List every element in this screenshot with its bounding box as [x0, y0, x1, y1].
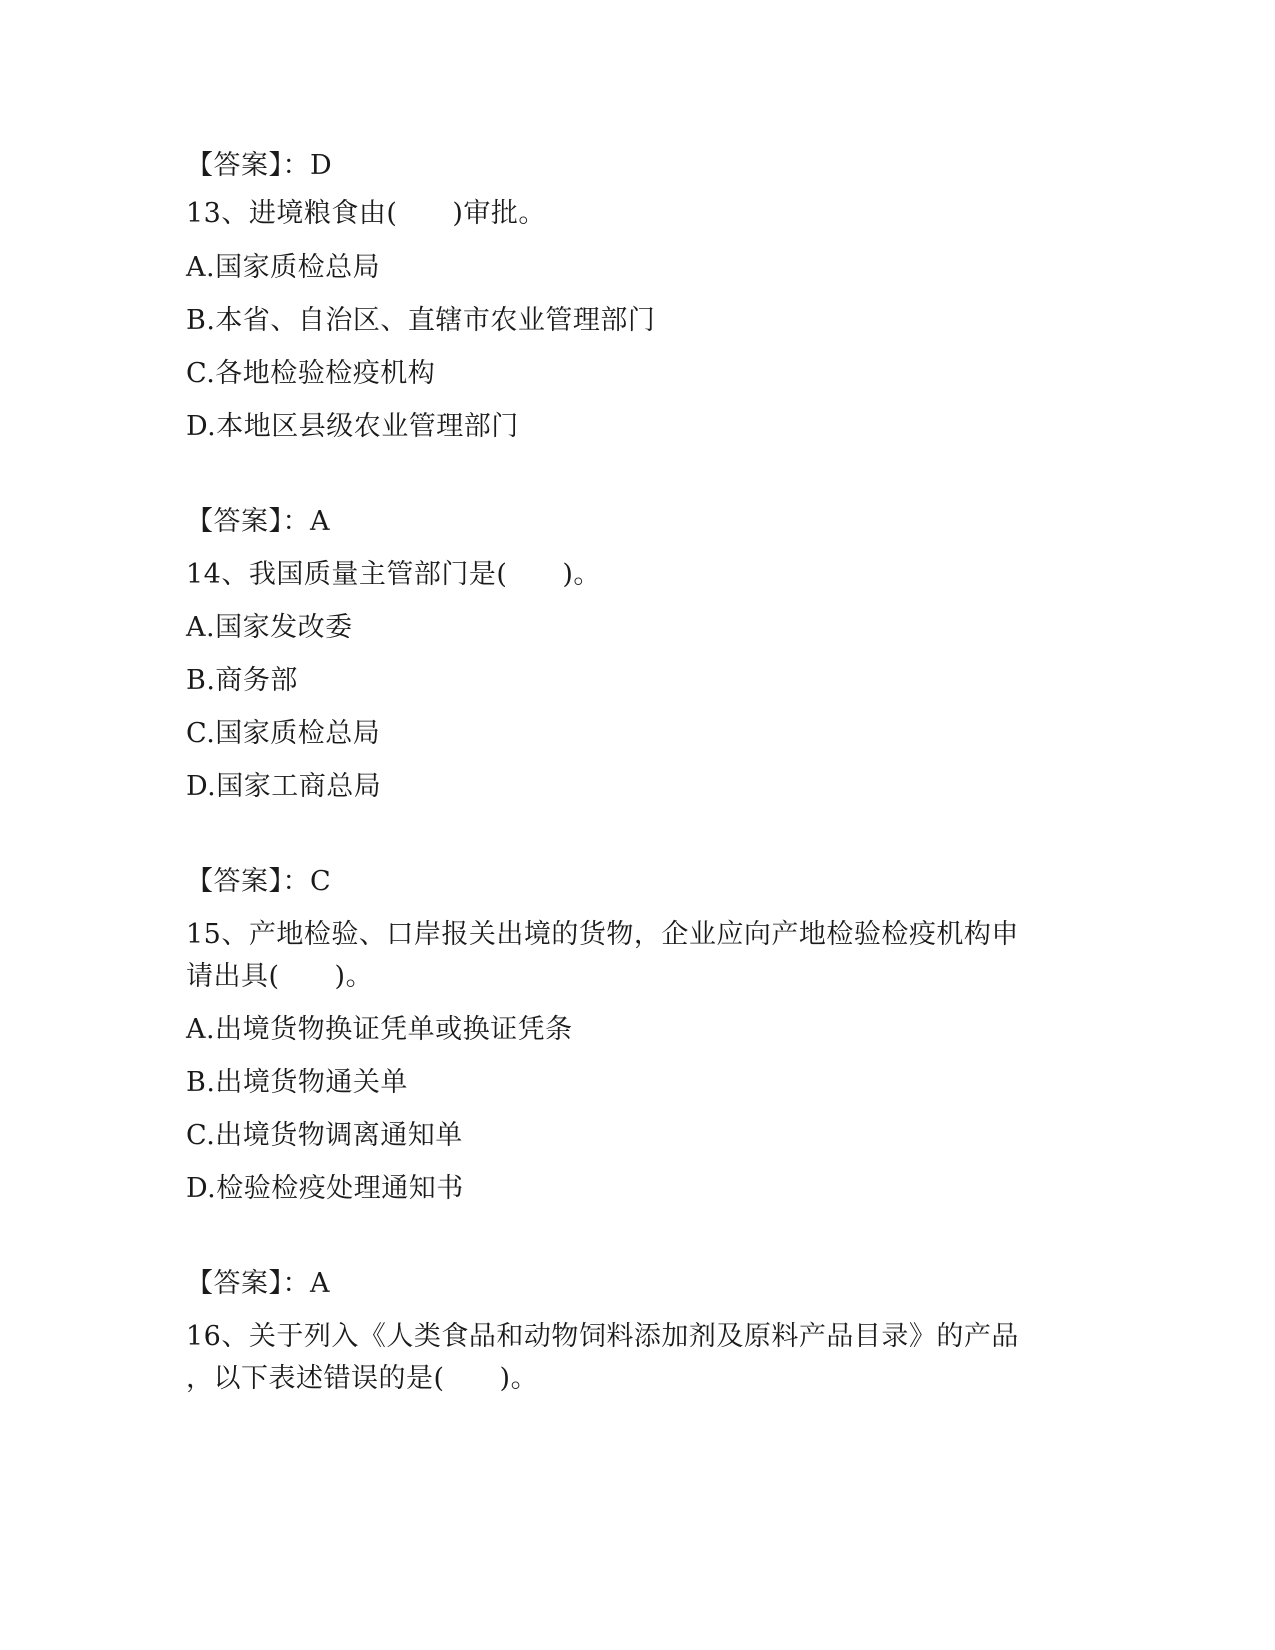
option-13-a: A.国家质检总局 — [186, 252, 381, 283]
option-15-c: C.出境货物调离通知单 — [186, 1120, 463, 1151]
question-16-line-2: ，以下表述错误的是( )。 — [186, 1363, 539, 1394]
question-14: 14、我国质量主管部门是( )。 — [186, 559, 601, 590]
answer-12: 【答案】：D — [186, 150, 333, 181]
answer-14: 【答案】：C — [186, 866, 332, 897]
option-14-a: A.国家发改委 — [186, 612, 353, 643]
option-15-d: D.检验检疫处理通知书 — [186, 1173, 464, 1204]
answer-13: 【答案】：A — [186, 506, 330, 537]
option-14-d: D.国家工商总局 — [186, 771, 382, 802]
question-13: 13、进境粮食由( )审批。 — [186, 198, 546, 229]
question-15-line-2: 请出具( )。 — [186, 961, 374, 992]
answer-15: 【答案】：A — [186, 1268, 330, 1299]
option-13-d: D.本地区县级农业管理部门 — [186, 411, 519, 442]
option-13-c: C.各地检验检疫机构 — [186, 358, 436, 389]
option-14-c: C.国家质检总局 — [186, 718, 381, 749]
option-13-b: B.本省、自治区、直辖市农业管理部门 — [186, 305, 656, 336]
option-14-b: B.商务部 — [186, 665, 298, 696]
option-15-b: B.出境货物通关单 — [186, 1067, 408, 1098]
question-16-line-1: 16、关于列入《人类食品和动物饲料添加剂及原料产品目录》的产品 — [186, 1321, 1019, 1352]
option-15-a: A.出境货物换证凭单或换证凭条 — [186, 1014, 573, 1045]
question-15-line-1: 15、产地检验、口岸报关出境的货物，企业应向产地检验检疫机构申 — [186, 919, 1019, 950]
